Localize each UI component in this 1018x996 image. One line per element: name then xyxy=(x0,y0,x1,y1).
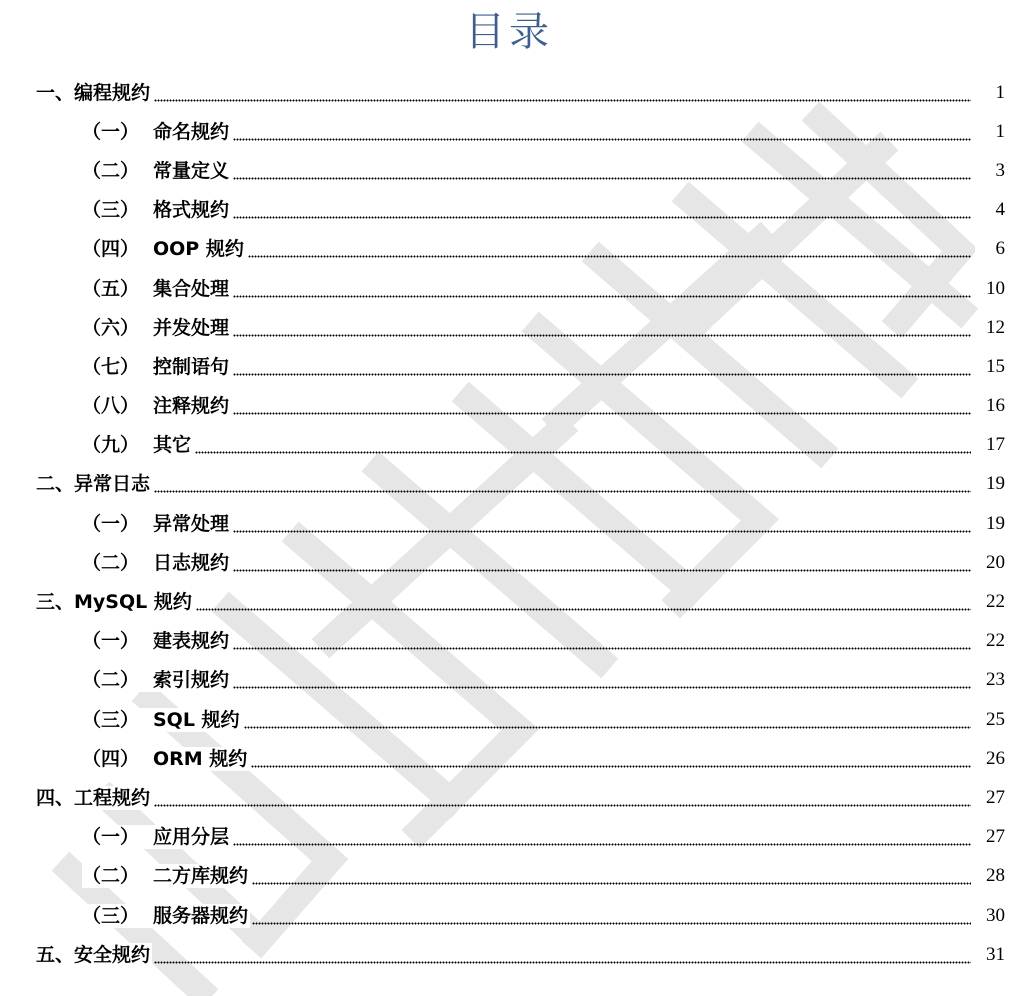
toc-entry-label: 日志规约 xyxy=(153,551,230,574)
dot-leader xyxy=(233,120,971,144)
toc-entry-title xyxy=(82,904,250,928)
toc-entry-number: （四） xyxy=(82,238,140,261)
toc-entry-title xyxy=(36,786,152,810)
toc-entry-number: （八） xyxy=(82,395,140,418)
toc-page-number: 22 xyxy=(975,590,1005,614)
toc-section-link[interactable] xyxy=(0,308,1018,347)
toc-entry-label: MySQL 规约 xyxy=(74,591,192,614)
toc-entry-title xyxy=(82,316,231,340)
toc-entry-label: OOP 规约 xyxy=(153,238,244,261)
toc-entry-title xyxy=(36,943,152,967)
toc-entry-title xyxy=(82,355,231,379)
toc-entry-number: （六） xyxy=(82,316,140,339)
dot-leader xyxy=(233,316,971,340)
toc-page-number: 28 xyxy=(975,864,1005,888)
toc-chapter-link[interactable] xyxy=(0,778,1018,817)
dot-leader xyxy=(252,904,971,928)
toc-entry-label: 工程规约 xyxy=(74,786,151,809)
toc-entry-title xyxy=(82,551,231,575)
toc-section-link[interactable] xyxy=(0,622,1018,661)
toc-page-number: 1 xyxy=(975,120,1005,144)
toc-entry-number: （三） xyxy=(82,708,140,731)
toc-entry-number: （一） xyxy=(82,826,140,849)
toc-entry-label: 异常处理 xyxy=(153,512,230,535)
toc-section-link[interactable] xyxy=(0,818,1018,857)
toc-entry-label: 其它 xyxy=(153,434,192,457)
toc-entry-number: （四） xyxy=(82,747,140,770)
toc-entry-title xyxy=(82,825,231,849)
toc-entry-title xyxy=(82,629,231,653)
dot-leader xyxy=(248,237,971,261)
toc-entry-number: 五、 xyxy=(36,943,75,966)
toc-entry-number: （一） xyxy=(82,512,140,535)
toc-section-link[interactable] xyxy=(0,543,1018,582)
toc-entry-title xyxy=(82,277,231,301)
toc-entry-title xyxy=(82,120,231,144)
toc-entry-title xyxy=(82,864,250,888)
toc-entry-number: （七） xyxy=(82,355,140,378)
toc-entry-label: 异常日志 xyxy=(74,473,151,496)
toc-entry-label: 注释规约 xyxy=(153,395,230,418)
toc-entry-title xyxy=(82,747,249,771)
toc-entry-title xyxy=(82,159,231,183)
toc-section-link[interactable] xyxy=(0,112,1018,151)
toc-entry-number: （三） xyxy=(82,199,140,222)
toc-entry-title xyxy=(82,708,242,732)
dot-leader xyxy=(244,708,971,732)
toc-entry-label: 应用分层 xyxy=(153,826,230,849)
toc-entry-title xyxy=(82,394,231,418)
toc-page-number: 22 xyxy=(975,629,1005,653)
toc-page-number: 23 xyxy=(975,668,1005,692)
toc-page-number: 16 xyxy=(975,394,1005,418)
toc-section-link[interactable] xyxy=(0,230,1018,269)
dot-leader xyxy=(233,198,971,222)
dot-leader xyxy=(233,668,971,692)
dot-leader xyxy=(154,472,971,496)
toc-section-link[interactable] xyxy=(0,700,1018,739)
toc-entry-number: 二、 xyxy=(36,473,75,496)
toc-section-link[interactable] xyxy=(0,504,1018,543)
toc-entry-label: 常量定义 xyxy=(153,159,230,182)
toc-page-number: 17 xyxy=(975,433,1005,457)
dot-leader xyxy=(233,551,971,575)
toc-entry-label: 编程规约 xyxy=(74,81,151,104)
page-title: 目录 xyxy=(465,9,553,55)
dot-leader xyxy=(233,394,971,418)
toc-entry-label: 二方库规约 xyxy=(153,865,249,888)
dot-leader xyxy=(154,943,971,967)
toc-entry-title xyxy=(82,237,246,261)
dot-leader xyxy=(233,159,971,183)
toc-page-number: 19 xyxy=(975,512,1005,536)
toc-section-link[interactable] xyxy=(0,896,1018,935)
toc-entry-title xyxy=(82,512,231,536)
dot-leader xyxy=(196,590,971,614)
toc-entry-label: 命名规约 xyxy=(153,120,230,143)
toc-entry-number: （二） xyxy=(82,159,140,182)
dot-leader xyxy=(233,512,971,536)
toc-entry-label: SQL 规约 xyxy=(153,708,240,731)
toc-page-number: 10 xyxy=(975,277,1005,301)
toc-entry-title xyxy=(36,590,194,614)
toc-entry-label: 控制语句 xyxy=(153,355,230,378)
toc-page-number: 3 xyxy=(975,159,1005,183)
toc-page-number: 1 xyxy=(975,81,1005,105)
toc-entry-number: （九） xyxy=(82,434,140,457)
dot-leader xyxy=(233,355,971,379)
toc-entry-number: 四、 xyxy=(36,786,75,809)
toc-entry-label: 集合处理 xyxy=(153,277,230,300)
toc-entry-label: 格式规约 xyxy=(153,199,230,222)
toc-page-number: 31 xyxy=(975,943,1005,967)
toc-page-number: 30 xyxy=(975,904,1005,928)
toc-entry-number: （二） xyxy=(82,669,140,692)
toc-section-link[interactable] xyxy=(0,661,1018,700)
toc-section-link[interactable] xyxy=(0,347,1018,386)
toc-section-link[interactable] xyxy=(0,387,1018,426)
toc-section-link[interactable] xyxy=(0,426,1018,465)
toc-chapter-link[interactable] xyxy=(0,582,1018,621)
toc-entry-number: 三、 xyxy=(36,591,75,614)
toc-entry-label: 服务器规约 xyxy=(153,904,249,927)
dot-leader xyxy=(154,786,971,810)
dot-leader xyxy=(233,629,971,653)
toc-page-number: 27 xyxy=(975,825,1005,849)
toc-entry-label: 建表规约 xyxy=(153,630,230,653)
toc-chapter-link[interactable] xyxy=(0,73,1018,112)
toc-entry-title xyxy=(82,668,231,692)
toc-chapter-link[interactable] xyxy=(0,465,1018,504)
toc-entry-number: （一） xyxy=(82,120,140,143)
dot-leader xyxy=(195,433,971,457)
dot-leader xyxy=(251,747,971,771)
toc-section-link[interactable] xyxy=(0,269,1018,308)
dot-leader xyxy=(233,825,971,849)
toc-section-link[interactable] xyxy=(0,739,1018,778)
dot-leader xyxy=(252,864,971,888)
toc-section-link[interactable] xyxy=(0,151,1018,190)
table-of-contents xyxy=(0,73,1018,974)
toc-entry-number: （一） xyxy=(82,630,140,653)
toc-section-link[interactable] xyxy=(0,191,1018,230)
toc-page-number: 20 xyxy=(975,551,1005,575)
toc-entry-label: ORM 规约 xyxy=(153,747,248,770)
toc-entry-number: （二） xyxy=(82,865,140,888)
toc-page-number: 12 xyxy=(975,316,1005,340)
toc-entry-label: 并发处理 xyxy=(153,316,230,339)
toc-entry-title xyxy=(82,433,193,457)
toc-entry-label: 安全规约 xyxy=(74,943,151,966)
toc-page-number: 25 xyxy=(975,708,1005,732)
toc-page-number: 6 xyxy=(975,237,1005,261)
toc-entry-title xyxy=(82,198,231,222)
toc-entry-title xyxy=(36,472,152,496)
toc-page-number: 27 xyxy=(975,786,1005,810)
toc-entry-number: （五） xyxy=(82,277,140,300)
toc-entry-number: 一、 xyxy=(36,81,75,104)
toc-entry-label: 索引规约 xyxy=(153,669,230,692)
dot-leader xyxy=(154,81,971,105)
toc-page-number: 4 xyxy=(975,198,1005,222)
toc-entry-title xyxy=(36,81,152,105)
toc-page-number: 19 xyxy=(975,472,1005,496)
toc-page-number: 15 xyxy=(975,355,1005,379)
toc-entry-number: （二） xyxy=(82,551,140,574)
toc-page-number: 26 xyxy=(975,747,1005,771)
dot-leader xyxy=(233,277,971,301)
toc-section-link[interactable] xyxy=(0,857,1018,896)
toc-entry-number: （三） xyxy=(82,904,140,927)
toc-chapter-link[interactable] xyxy=(0,935,1018,974)
